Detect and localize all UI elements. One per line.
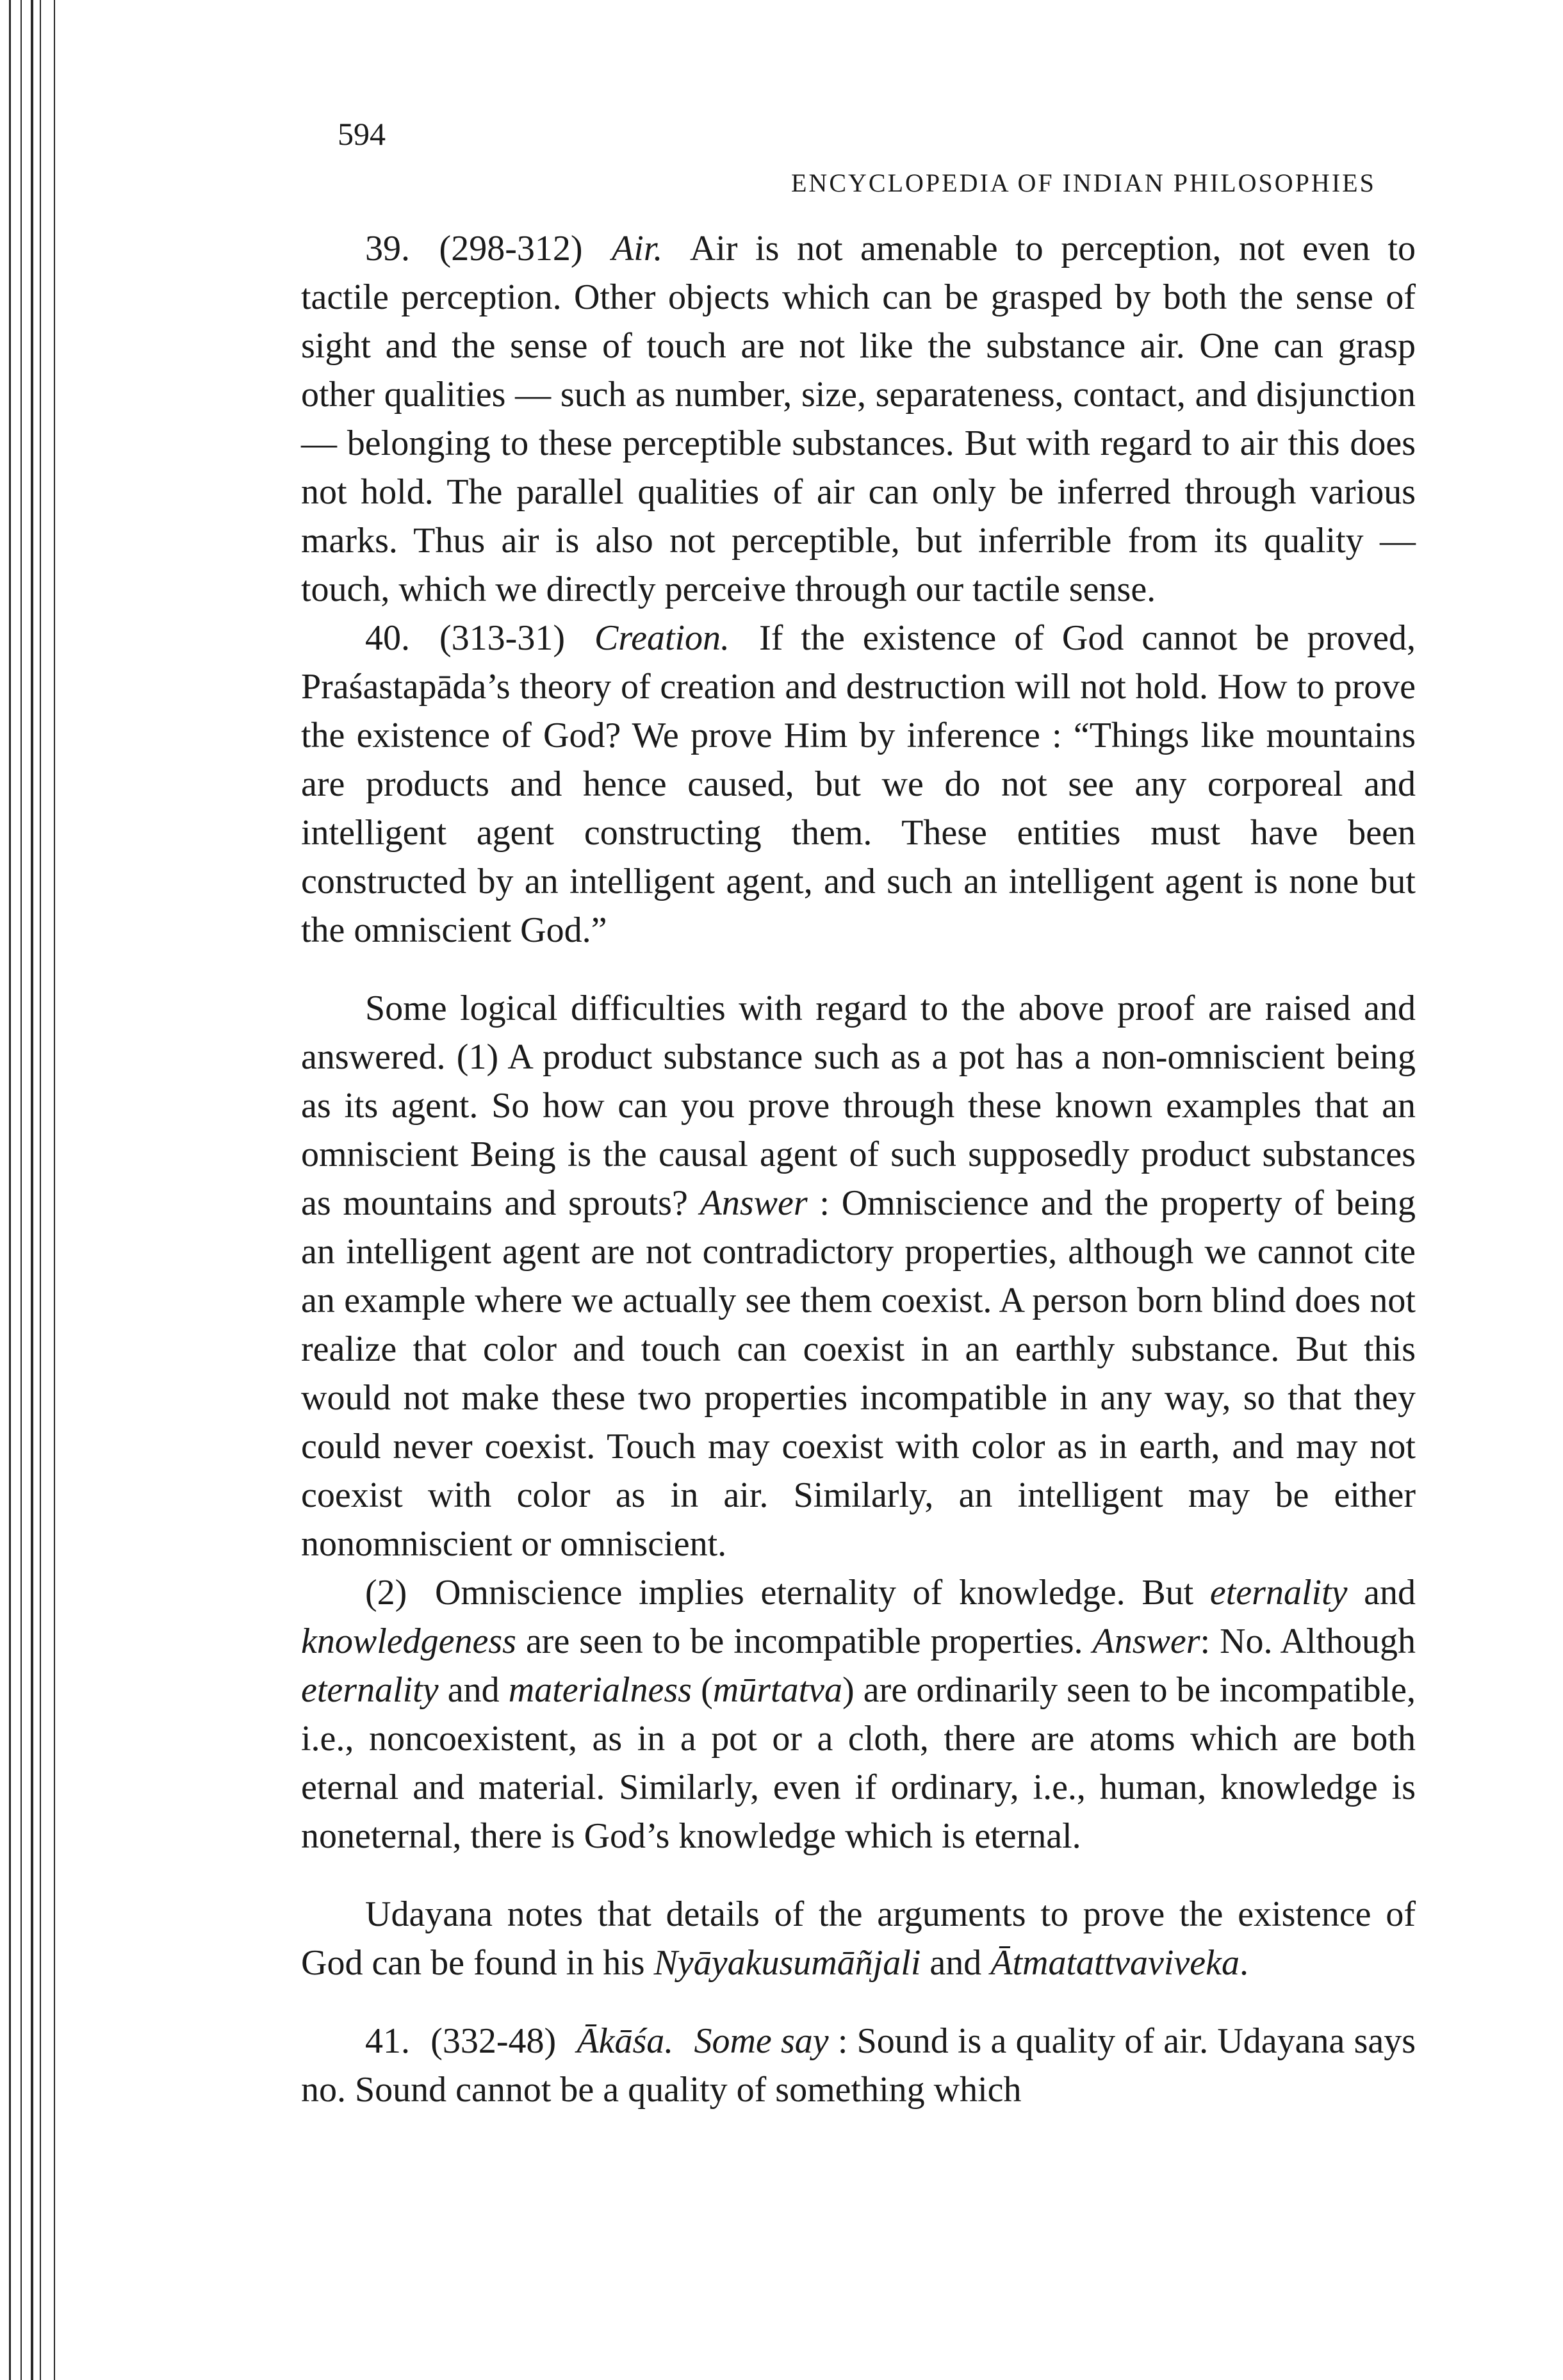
section-heading: Creation. bbox=[594, 618, 730, 658]
answer-label: Answer bbox=[700, 1183, 808, 1223]
answer-separator: : bbox=[819, 1183, 830, 1223]
section-heading: Ākāśa. bbox=[577, 2021, 674, 2061]
work-title: Ātmatattvaviveka bbox=[990, 1943, 1240, 1983]
section-41 bbox=[301, 2017, 1416, 2114]
page-number: 594 bbox=[338, 116, 386, 152]
page-range: (313-31) bbox=[439, 618, 565, 658]
section-heading: Air. bbox=[612, 229, 663, 268]
paragraph-text: and bbox=[929, 1943, 982, 1983]
section-text: : Sound is a quality of air. Udayana says no. Sound cannot be a quality of something which bbox=[301, 2021, 1416, 2110]
paragraph-text: Omniscience implies eternality of knowledge. But bbox=[434, 1573, 1194, 1613]
paragraph-udayana bbox=[301, 1890, 1416, 1987]
paragraph-text: : No. Although bbox=[1200, 1621, 1416, 1661]
item-number: (2) bbox=[365, 1573, 407, 1613]
page-body bbox=[301, 224, 1416, 2114]
paragraph-omniscience bbox=[301, 1568, 1416, 1860]
paragraph-text: ( bbox=[701, 1670, 713, 1710]
work-title: Nyāyakusumāñjali bbox=[653, 1943, 921, 1983]
section-number: 41. bbox=[365, 2021, 410, 2061]
paragraph-text: and bbox=[447, 1670, 500, 1710]
term-murtatva: mūrtatva bbox=[712, 1670, 843, 1710]
binding-edge bbox=[0, 0, 77, 2380]
section-number: 40. bbox=[365, 618, 410, 658]
section-39 bbox=[301, 224, 1416, 614]
answer-text: Omniscience and the property of being an intelligent agent are not contradictory properties, although we cannot cite an example where we actually see them coexist. A person born blind does not realize that color and touch can coexist in an earthly substance. But this would not make these two properties incompatible in any way, so that they could never coexist. Touch may coexist with color as in earth, and may not coexist with color as in air. Similarly, an intelligent may be either nonomniscient or omniscient. bbox=[301, 1183, 1416, 1564]
paragraph-difficulties bbox=[301, 984, 1416, 1568]
paragraph-text: Udayana notes that details of the arguments to prove the existence of God can be found in his bbox=[301, 1894, 1416, 1983]
paragraph-text: Some logical difficulties with regard to the above proof are raised and answered. (1) A product substance such as a pot has a non-omniscient being as its agent. So how can you prove through these known examples that an omniscient Being is the causal agent of such supposedly product substances as mountains and sprouts? bbox=[301, 989, 1416, 1223]
paragraph-text: are seen to be incompatible properties. bbox=[525, 1621, 1083, 1661]
term-eternality: eternality bbox=[301, 1670, 439, 1710]
term-knowledgeness: knowledgeness bbox=[301, 1621, 516, 1661]
section-text: If the existence of God cannot be proved, Praśastapāda’s theory of creation and destruction will not hold. How to prove the existence of God? We prove Him by inference : “Things like mountains are products and hence caused, but we do not see any corporeal and intelligent agent constructing them. These entities must have been constructed by an intelligent agent, and such an intelligent agent is none but the omniscient God.” bbox=[301, 618, 1416, 950]
section-number: 39. bbox=[365, 229, 410, 268]
paragraph-text: ) are ordinarily seen to be incompatible, i.e., noncoexistent, as in a pot or a cloth, there are atoms which are both eternal and material. Similarly, even if ordinary, i.e., human, knowledge is noneternal, there is God’s knowledge which is eternal. bbox=[301, 1670, 1416, 1856]
paragraph-text: and bbox=[1364, 1573, 1416, 1613]
term-materialness: materialness bbox=[508, 1670, 692, 1710]
section-40 bbox=[301, 614, 1416, 955]
answer-label: Answer bbox=[1092, 1621, 1200, 1661]
running-head: ENCYCLOPEDIA OF INDIAN PHILOSOPHIES bbox=[791, 168, 1376, 197]
section-text: Air is not amenable to perception, not even to tactile perception. Other objects which can be grasped by both the sense of sight and the sense of touch are not like the substance air. One can grasp other qualities — such as number, size, separateness, contact, and disjunction — belonging to these perceptible substances. But with regard to air this does not hold. The parallel qualities of air can only be inferred through various marks. Thus air is also not perceptible, but inferrible from its quality — touch, which we directly perceive through our tactile sense. bbox=[301, 229, 1416, 609]
paragraph-text: . bbox=[1239, 1943, 1248, 1983]
page-range: (332-48) bbox=[430, 2021, 557, 2061]
page-range: (298-312) bbox=[439, 229, 583, 268]
term-eternality: eternality bbox=[1209, 1573, 1348, 1613]
some-say-label: Some say bbox=[694, 2021, 829, 2061]
